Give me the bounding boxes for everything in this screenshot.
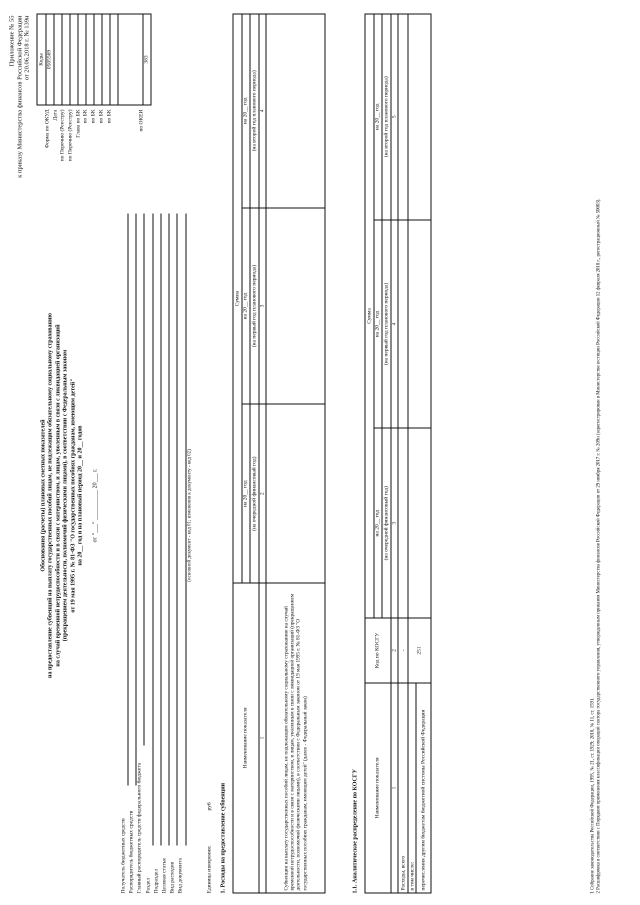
rotated-document-page (1, 0, 640, 905)
s11-year-3-note: (на второй год планового периода) (382, 14, 391, 220)
code-registry-1 (62, 14, 70, 105)
s11-row-transfers-code: 251 (408, 618, 431, 683)
s1-colnum-1: 1 (259, 583, 266, 893)
s11-colnum-5: 5 (391, 14, 398, 220)
code-label-registry-2: по Перечню (Реестру) (67, 109, 74, 161)
code-bk-4 (110, 14, 118, 105)
appendix-block (9, 15, 32, 345)
field-line (186, 213, 187, 845)
code-empty (118, 14, 143, 105)
code-label-date: Дата (52, 109, 59, 120)
s11-col-sum: Сумма (365, 14, 374, 618)
unit-value: руб (206, 801, 213, 810)
codes-labels (45, 109, 147, 205)
s1-col-sum: Сумма (233, 14, 242, 583)
field-line (144, 213, 145, 745)
s1-year-2-note: (на первый год планового периода) (250, 207, 259, 404)
field-line (161, 213, 162, 845)
s1-year-3: на 20__ год (242, 14, 250, 208)
s11-row-transfers-v1 (408, 428, 431, 618)
code-label-registry-1: по Перечню (Реестру) (59, 109, 66, 161)
s11-colnum-1: 1 (391, 683, 398, 893)
title-line-5: от 19 мая 1995 г. № 81-ФЗ "О государственных пособиях гражданам, имеющим детей" (70, 377, 77, 613)
footnote-2: 2 Расшифровка в соответствии с Порядком применения классификации операций сектора государственного управления, утвержденным приказом Министерства финансов Российской Федерации от 29 ноября 2017 г. № 209н (зарегистрирован в Министерстве юстиции Российской Федерации 12 февраля 2018 г., регистрационный № 50003). (596, 197, 602, 893)
s11-col-name: Наименование показателя (365, 683, 391, 893)
s1-year-1: на 20__ год (242, 404, 250, 583)
s11-col-code: Код по КОСГУ (365, 618, 391, 683)
s11-year-3: на 20__ год (374, 14, 382, 220)
s11-colnum-3: 3 (391, 428, 398, 618)
s11-year-1-note: (на очередной финансовый год) (382, 428, 391, 618)
title-line-3: на случай временной нетрудоспособности и в связи с материнством, и лицам, уволенным в связи с ликвидацией организаций (55, 323, 62, 667)
s11-row-transfers-v2 (408, 219, 431, 428)
unit-label: Единица измерения: (206, 845, 213, 893)
code-glava (78, 14, 86, 105)
title-line-1: Обоснования (расчеты) плановых сметных показателей (40, 418, 47, 572)
s1-col-name: Наименование показателя (233, 583, 259, 893)
code-label-okei: по ОКЕИ (138, 109, 145, 132)
s1-colnum-2: 2 (259, 404, 266, 583)
field-line (128, 213, 129, 785)
code-date (54, 14, 62, 105)
s11-row-total-code: - (398, 618, 408, 683)
footnote-1: 1 Собрание законодательства Российской Федерации, 1995, № 21, ст. 1929; 2018, № 11, ст. 1591. (590, 696, 596, 893)
code-label-glava: Глава по БК (75, 109, 82, 138)
footnotes (591, 13, 603, 893)
title-line-6: на 20__ год и на плановый период 20__ и 20__ годов (77, 424, 84, 566)
codes-table (37, 13, 152, 105)
field-line (153, 213, 154, 845)
s11-colnum-4: 4 (391, 219, 398, 428)
s11-row-total-v2 (398, 219, 408, 428)
field-subsection: Подраздел (153, 868, 160, 893)
field-recipient: Получатель бюджетных средств (120, 817, 127, 893)
field-expense-type: Вид расходов (169, 861, 176, 893)
field-distributor: Распорядитель бюджетных средств (128, 810, 135, 893)
s11-row-transfers: перечисления другим бюджетам бюджетной системы Российской Федерации (416, 683, 431, 893)
code-label-bk-3: по БК (98, 109, 105, 123)
code-bk-3 (102, 14, 110, 105)
s11-year-2: на 20__ год (374, 219, 382, 428)
field-chief-distributor: Главный распорядитель средств федерального бюджета (136, 762, 143, 893)
document-title (41, 165, 85, 825)
s11-row-including: в том числе: (408, 683, 416, 893)
s11-year-2-note: (на первый год планового периода) (382, 219, 391, 428)
field-doc-type: Вид документа (177, 857, 184, 893)
s11-year-1: на 20__ год (374, 428, 382, 618)
section-1-1-table (365, 13, 432, 893)
s11-row-transfers-v3 (408, 14, 431, 220)
s11-row-total-v1 (398, 428, 408, 618)
s1-year-1-note: (на очередной финансовый год) (250, 404, 259, 583)
s1-row-value-1 (266, 404, 325, 583)
code-bk-1 (86, 14, 94, 105)
s1-row-value-2 (266, 207, 325, 404)
field-line (169, 213, 170, 845)
field-line (177, 213, 178, 845)
code-label-okud: Форма по ОКУД (44, 109, 51, 148)
s1-colnum-3: 3 (259, 207, 266, 404)
field-line (136, 213, 137, 785)
code-label-empty (114, 109, 139, 205)
code-label-bk-1: по БК (82, 109, 89, 123)
title-line-4: (прекращением деятельности, полномочий физическими лицами), в соответствии с Федеральным законом (62, 349, 69, 641)
code-okud: 0505569 (46, 14, 54, 105)
s11-colnum-2: 2 (391, 618, 398, 683)
field-section: Раздел (145, 877, 152, 893)
code-okei: 383 (143, 14, 151, 105)
s11-row-total-v3 (398, 14, 408, 220)
doc-type-note: (основной документ - код 01; изменения к документу - код 02) (187, 448, 193, 582)
section-1-table (233, 13, 326, 893)
appendix-order: к приказу Министерства финансов Российской Федерации (16, 15, 24, 178)
code-label-bk-4: по БК (106, 109, 112, 123)
section-1-1-title: 1.1. Аналитическое распределение по КОСГУ (352, 768, 359, 893)
s1-year-3-note: (на второй год планового периода) (250, 14, 259, 208)
appendix-date: от 20.06.2018 г. № 139н (23, 15, 31, 80)
appendix-number: Приложение № 55 (8, 15, 16, 66)
section-1-title: 1. Расходы на предоставление субвенции (220, 782, 227, 893)
s1-colnum-4: 4 (259, 14, 266, 208)
field-target-article: Целевая статья (161, 857, 168, 893)
s11-row-total: Расходы, всего (398, 683, 408, 893)
s1-row-subvention: Субвенции на выплату государственных пособий лицам, не подлежащим обязательному социальному страхованию на случай временной нетрудоспособности и в связи с материнством, и лицам, уволенным в связи с ликвидацией организаций (прекращением деятельности, полномочий физическими лицами), в соответствии с Федеральным законом от 19 мая 1995 г. № 81-ФЗ "О государственных пособиях гражданам, имеющим детей" (далее - Федеральный закон) (266, 583, 325, 893)
s1-year-2: на 20__ год (242, 207, 250, 404)
s1-row-value-3 (266, 14, 325, 208)
code-label-bk-2: по БК (90, 109, 97, 123)
document-date-line: от "___" __________ 20___ г. (92, 468, 99, 542)
code-registry-2 (70, 14, 78, 105)
codes-header: Коды (37, 14, 46, 105)
title-line-2: на предоставление субвенций на выплату государственных пособий лицам, не подлежащим обязательному социальному страхованию (47, 312, 54, 678)
code-bk-2 (94, 14, 102, 105)
